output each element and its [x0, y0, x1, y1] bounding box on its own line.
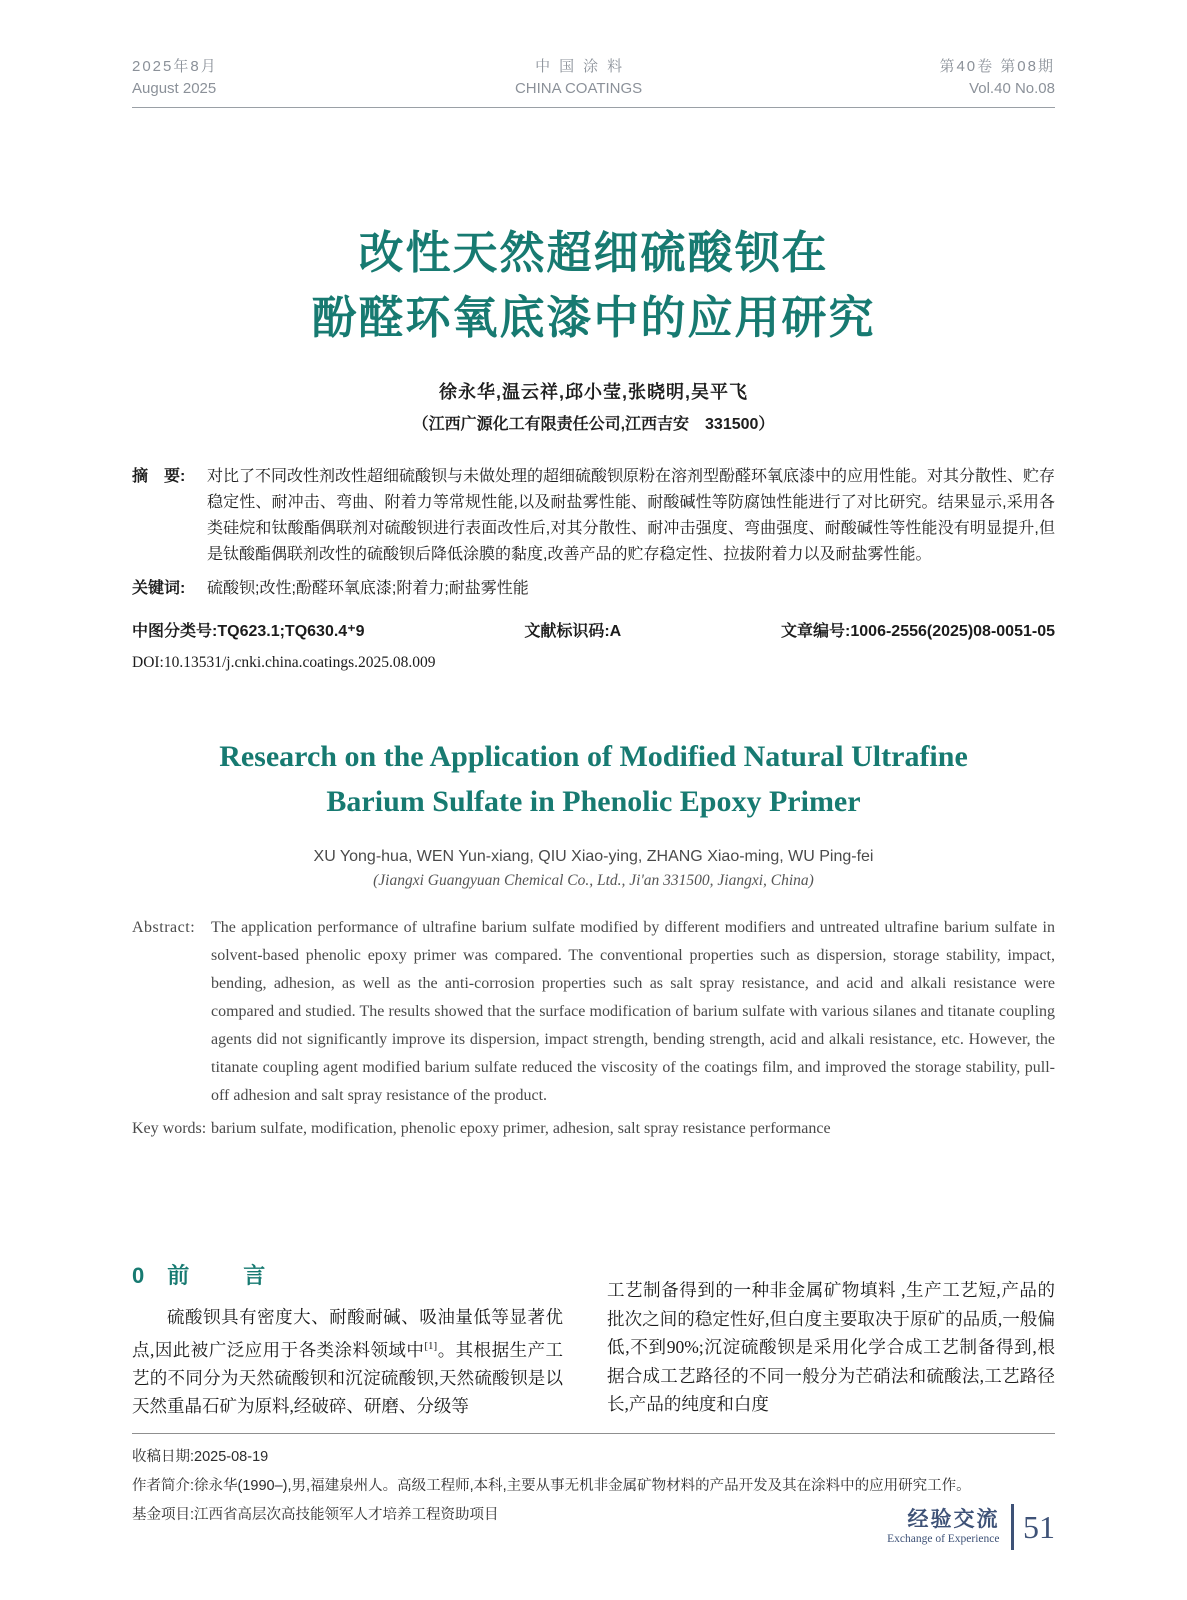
section-title: 前 言 [167, 1263, 282, 1288]
keywords-en-text: barium sulfate, modification, phenolic epoxy primer, adhesion, salt spray resistance performance [211, 1120, 831, 1137]
footnote-bio-value: 徐永华(1990–),男,福建泉州人。高级工程师,本科,主要从事无机非金属矿物材料的产品开发及其在涂料中的应用研究工作。 [194, 1477, 971, 1494]
footnote-fund-label: 基金项目: [132, 1506, 195, 1523]
clc-label: 中图分类号: [132, 623, 218, 640]
intro-section [132, 1259, 1055, 1421]
header-journal-name [515, 56, 642, 100]
abstract-en-text: The application performance of ultrafine barium sulfate modified by different modifiers and untreated ultrafine barium sulfate in solvent-based phenolic epoxy primer was compared. The conventional properties such as dispersion, storage stability, impact, bending, adhesion, as well as the anti-corrosion properties such as salt spray resistance, and acid and alkali resistance were compared and studied. The results showed that the surface modification of barium sulfate with various silanes and titanate coupling agents did not significantly improve its dispersion, impact strength, bending strength, acid and alkali resistance, etc. However, the titanate coupling agent modified barium sulfate reduced the viscosity of the coatings film, and improved the storage stability, pull-off adhesion and salt spray resistance of the product. [211, 919, 1055, 1104]
section-number: 0 [132, 1263, 146, 1288]
article-id [781, 618, 1055, 641]
abstract-cn [132, 464, 1055, 568]
page-number: 51 [1023, 1509, 1055, 1545]
footer-divider-bar [1011, 1504, 1015, 1550]
keywords-cn-label: 关键词: [132, 580, 186, 597]
header-issue-en: Vol.40 No.08 [969, 80, 1055, 97]
article-id-label: 文章编号: [781, 623, 851, 640]
keywords-cn-text: 硫酸钡;改性;酚醛环氧底漆;附着力;耐盐雾性能 [207, 580, 529, 597]
footnote-received-label: 收稿日期: [132, 1448, 195, 1465]
footnote-divider [132, 1433, 1055, 1434]
footnote-received [132, 1443, 1055, 1472]
article-title-en-line2: Barium Sulfate in Phenolic Epoxy Primer [326, 785, 861, 818]
intro-left-column [132, 1259, 563, 1421]
article-id-value: 1006-2556(2025)08-0051-05 [850, 623, 1055, 640]
header-issue [939, 56, 1055, 100]
citation-ref-1: [1] [424, 1339, 438, 1352]
keywords-en-label: Key words: [132, 1120, 207, 1137]
abstract-cn-text: 对比了不同改性剂改性超细硫酸钡与未做处理的超细硫酸钡原粉在溶剂型酚醛环氧底漆中的应用性能。对其分散性、贮存稳定性、耐冲击、弯曲、附着力等常规性能,以及耐盐雾性能、耐酸碱性等防腐蚀性能进行了对比研究。结果显示,采用各类硅烷和钛酸酯偶联剂对硫酸钡进行表面改性后,对其分散性、耐冲击强度、弯曲强度、耐酸碱性等性能没有明显提升,但是钛酸酯偶联剂改性的硫酸钡后降低涂膜的黏度,改善产品的贮存稳定性、拉拔附着力以及耐盐雾性能。 [207, 468, 1056, 563]
authors-cn: 徐永华,温云祥,邱小莹,张晓明,吴平飞 [438, 382, 748, 402]
keywords-cn [132, 576, 1055, 602]
column-name-en: Exchange of Experience [887, 1532, 1000, 1545]
authors-en: XU Yong-hua, WEN Yun-xiang, QIU Xiao-ying, ZHANG Xiao-ming, WU Ping-fei [313, 848, 874, 865]
journal-header [132, 0, 1055, 100]
header-issue-cn: 第40卷 第08期 [939, 58, 1055, 75]
column-name [887, 1508, 999, 1547]
abstract-en-label: Abstract: [132, 919, 196, 936]
header-journal-en: CHINA COATINGS [514, 80, 643, 97]
header-date-en: August 2025 [132, 80, 217, 97]
abstract-cn-label: 摘 要: [132, 468, 186, 485]
header-journal-cn: 中国涂料 [535, 58, 632, 75]
article-title-cn [132, 220, 1055, 350]
document-code-value: A [609, 623, 622, 640]
header-date [132, 56, 218, 100]
footnote-author-bio [132, 1472, 1055, 1501]
header-divider [132, 107, 1055, 108]
document-code-label: 文献标识码: [524, 623, 610, 640]
affiliation-en: (Jiangxi Guangyuan Chemical Co., Ltd., Ji'an 331500, Jiangxi, China) [373, 872, 814, 889]
footnote-received-value: 2025-08-19 [194, 1448, 269, 1465]
classification-row [132, 618, 1055, 641]
column-name-cn: 经验交流 [907, 1507, 1000, 1531]
article-title-cn-line1: 改性天然超细硫酸钡在 [358, 227, 829, 278]
article-title-en [132, 734, 1055, 824]
keywords-en [132, 1115, 1055, 1143]
doi: DOI:10.13531/j.cnki.china.coatings.2025.08.009 [132, 654, 436, 671]
document-code [524, 618, 621, 641]
header-date-cn: 2025年8月 [132, 58, 218, 75]
intro-right-column [607, 1259, 1055, 1421]
intro-left-after-ref: 。其根据生产工艺的不同分为天然硫酸钡和沉淀硫酸钡,天然硫酸钡是以天然重晶石矿为原料,经破碎、研磨、分级等 [132, 1339, 564, 1417]
abstract-en [132, 914, 1055, 1110]
page-footer [887, 1504, 1055, 1550]
article-title-en-line1: Research on the Application of Modified Natural Ultrafine [219, 740, 968, 773]
clc-number [132, 618, 365, 641]
footnote-fund-value: 江西省高层次高技能领军人才培养工程资助项目 [194, 1506, 499, 1523]
section-heading [132, 1259, 563, 1290]
footnote-bio-label: 作者简介: [132, 1477, 195, 1494]
clc-value: TQ623.1;TQ630.4⁺9 [217, 623, 365, 640]
intro-left-before-ref: 硫酸钡具有密度大、耐酸耐碱、吸油量低等显著优点,因此被广泛应用于各类涂料领域中 [132, 1307, 563, 1360]
article-title-cn-line2: 酚醛环氧底漆中的应用研究 [311, 292, 876, 343]
intro-paragraph-right: 工艺制备得到的一种非金属矿物填料 ,生产工艺短,产品的批次之间的稳定性好,但白度主要取决于原矿的品质,一般偏低,不到90%;沉淀硫酸钡是采用化学合成工艺制备得到,根据合成工艺路径的不同一般分为芒硝法和硫酸法,工艺路径长,产品的纯度和白度 [607, 1280, 1055, 1414]
affiliation-cn: （江西广源化工有限责任公司,江西吉安 331500） [412, 416, 775, 433]
intro-paragraph-left [132, 1303, 563, 1421]
